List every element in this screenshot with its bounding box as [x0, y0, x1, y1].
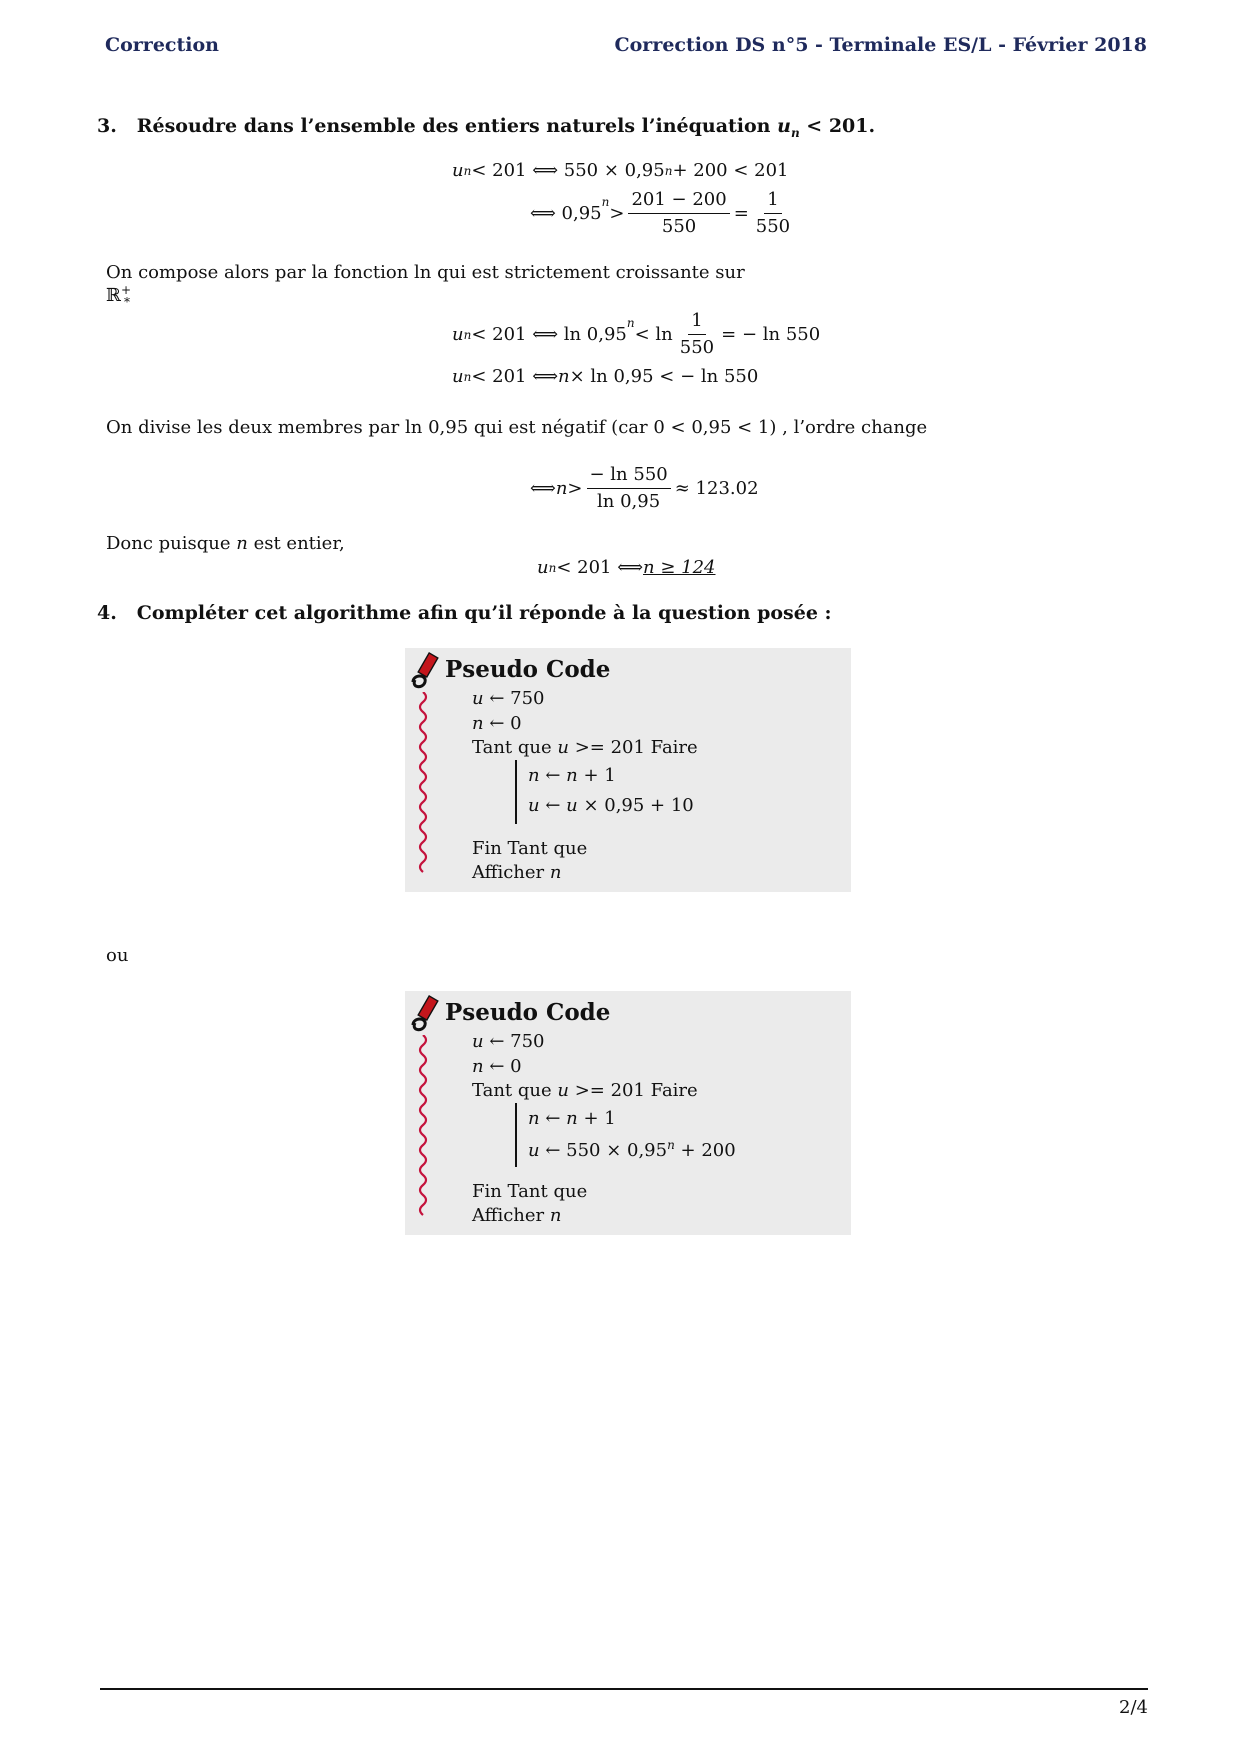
- page-number: 2/4: [1119, 1697, 1148, 1718]
- wavy-line-icon: [415, 692, 431, 876]
- algo-line-6: Fin Tant que: [472, 1181, 588, 1202]
- algo-line-4: n ← n + 1: [528, 765, 616, 786]
- question-4-heading: 4. Compléter cet algorithme afin qu’il réponde à la question posée :: [97, 602, 832, 624]
- equation-step-3: u n < 201 ⟺ ln 0,95 $^n$ < ln $\frac{1}{550}$ = − ln 550: [452, 310, 821, 358]
- final-answer: u n < 201 ⟺ n ≥ 124: [537, 557, 716, 578]
- paragraph-integer: Donc puisque n est entier,: [106, 533, 345, 554]
- algo-line-2: n ← 0: [472, 713, 522, 734]
- fraction: $\frac{- \ln 550}{\ln 0,95}$: [587, 464, 671, 513]
- separator-ou: ou: [106, 945, 129, 966]
- fraction: $\frac{1}{550}$: [679, 310, 715, 358]
- paragraph-divide: On divise les deux membres par ln 0,95 qui est négatif (car 0 < 0,95 < 1) , l’ordre change: [106, 417, 928, 438]
- algo-line-3: Tant que u >= 201 Faire: [472, 737, 698, 758]
- loop-bar: [515, 760, 517, 824]
- wavy-line-icon: [415, 1035, 431, 1219]
- var-n: n: [463, 163, 472, 178]
- algo-line-4: n ← n + 1: [528, 1108, 616, 1129]
- equation-text: =: [733, 203, 749, 224]
- equation-text: >: [609, 203, 625, 224]
- footer-rule: [100, 1688, 1148, 1690]
- equation-step-2: [530, 189, 797, 238]
- pseudo-code-title: Pseudo Code: [445, 999, 611, 1026]
- header-left: Correction: [105, 34, 219, 56]
- loop-bar: [515, 1103, 517, 1167]
- answer-underlined: n ≥ 124: [643, 557, 716, 578]
- algo-line-6: Fin Tant que: [472, 838, 588, 859]
- pencil-icon: [409, 652, 443, 692]
- fraction: $\frac{1}{550}$: [755, 189, 791, 237]
- var-u: u: [777, 115, 791, 137]
- algo-line-7: Afficher n: [472, 1205, 562, 1226]
- pseudo-code-box-1: [405, 648, 851, 892]
- var-n: n: [790, 125, 800, 140]
- question-3-heading: [97, 115, 875, 140]
- equation-step-1: [452, 160, 788, 181]
- pencil-icon: [409, 995, 443, 1035]
- algo-line-7: Afficher n: [472, 862, 562, 883]
- pseudo-code-box-2: [405, 991, 851, 1235]
- equation-step-4: u n < 201 ⟺ n × ln 0,95 < − ln 550: [452, 366, 759, 387]
- algo-line-1: u ← 750: [472, 1031, 545, 1052]
- equation-text: + 200 < 201: [672, 160, 789, 181]
- equation-text: < 201 ⟺ 550 × 0,95: [471, 160, 665, 181]
- question-number: 3.: [97, 115, 117, 137]
- header-right: Correction DS n°5 - Terminale ES/L - Février 2018: [614, 34, 1147, 56]
- algo-line-2: n ← 0: [472, 1056, 522, 1077]
- exponent: n: [601, 195, 610, 209]
- equation-text: ⟺ 0,95: [530, 203, 602, 224]
- algo-line-3: Tant que u >= 201 Faire: [472, 1080, 698, 1101]
- algo-line-5: u ← $550 \times 0,95^n + 200$: [528, 1138, 736, 1161]
- algo-line-1: u ← 750: [472, 688, 545, 709]
- paragraph-compose: On compose alors par la fonction ln qui est strictement croissante sur ℝ+$_*$: [106, 262, 745, 309]
- equation-step-5: ⟺ n > $\frac{- \ln 550}{\ln 0,95}$ ≈ 123.02: [530, 464, 759, 512]
- question-title: Résoudre dans l’ensemble des entiers naturels l’inéquation: [136, 115, 771, 137]
- fraction: $\frac{201 - 200}{550}$: [628, 189, 729, 238]
- pseudo-code-title: Pseudo Code: [445, 656, 611, 683]
- question-title-end: < 201.: [799, 115, 876, 137]
- var-u: u: [452, 160, 464, 181]
- algo-line-5: u ← u × 0,95 + 10: [528, 795, 694, 816]
- exponent: n: [664, 163, 673, 178]
